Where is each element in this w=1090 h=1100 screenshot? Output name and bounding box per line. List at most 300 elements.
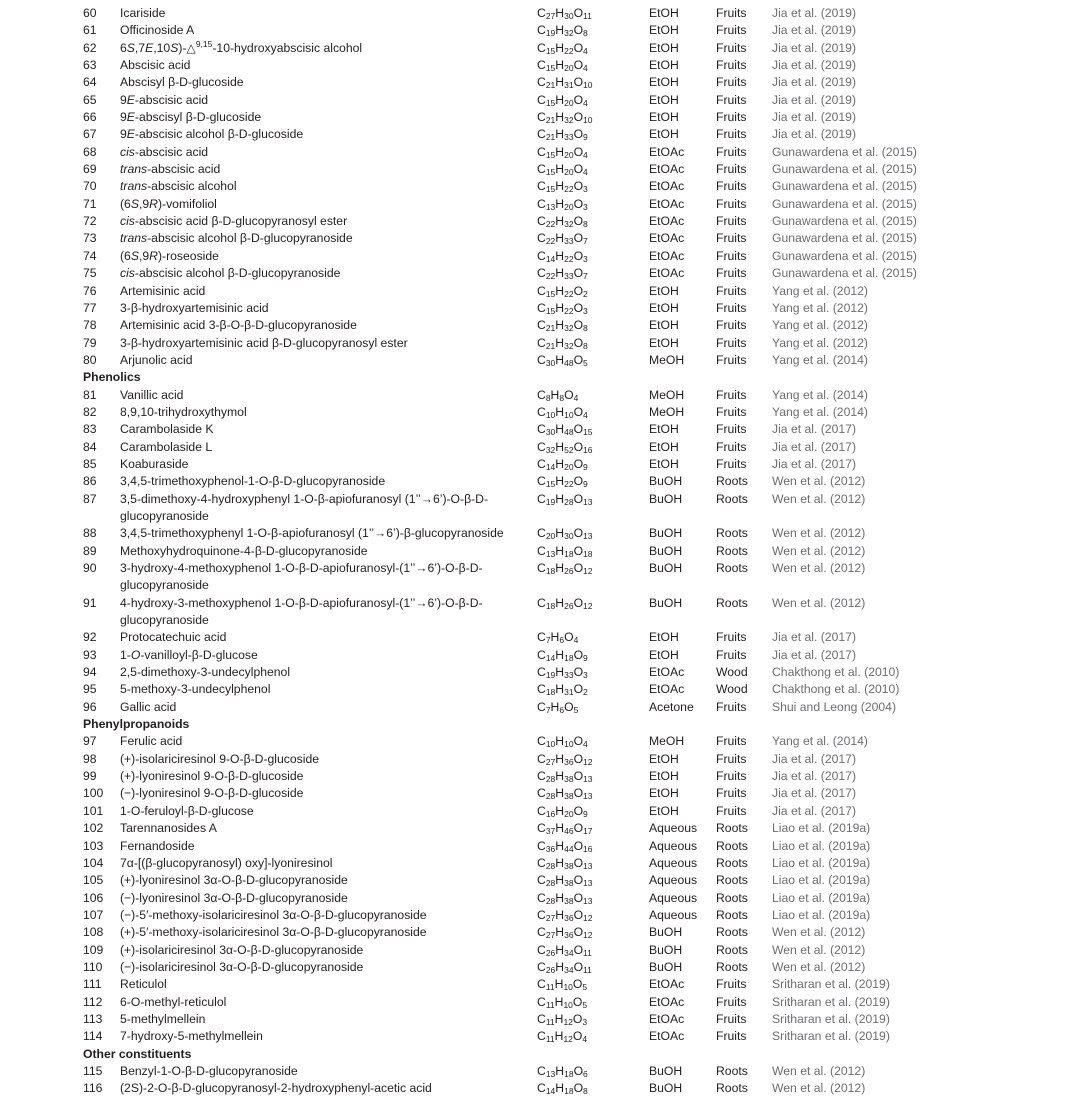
extraction-solvent: EtOAc (649, 179, 685, 194)
extraction-solvent: MeOH (649, 734, 685, 749)
compound-number: 82 (83, 404, 97, 419)
compound-name: Methoxyhydroquinone-4-β-D-glucopyranoside (120, 543, 368, 558)
extraction-solvent: EtOH (649, 300, 679, 315)
compound-name: (+)-isolariciresinol 3α-O-β-D-glucopyranoside (120, 942, 364, 957)
plant-part: Roots (716, 561, 748, 575)
molecular-formula: $C_{14}H_{20}O_9$ (537, 456, 588, 472)
compound-table (0, 5, 1090, 1098)
compound-name: trans-abscisic acid (120, 162, 221, 177)
molecular-formula: $C_{15}H_{20}O_4$ (537, 58, 588, 74)
table-row (0, 595, 1090, 630)
plant-part: Fruits (716, 40, 747, 55)
molecular-formula: $C_{28}H_{38}O_{13}$ (537, 890, 593, 906)
compound-number: 62 (83, 40, 97, 55)
compound-name: 3,5-dimethoxy-4-hydroxyphenyl 1-O-β-apiofuranosyl (1’’→6’)-O-β-D-glucopyranoside (120, 491, 489, 523)
reference: Jia et al. (2019) (772, 23, 857, 38)
reference: Yang et al. (2012) (772, 335, 868, 350)
compound-number: 90 (83, 561, 97, 575)
extraction-solvent: EtOAc (649, 665, 685, 680)
table-row (0, 213, 1090, 230)
reference: Sritharan et al. (2019) (772, 1011, 890, 1026)
compound-name: Fernandoside (120, 838, 195, 853)
molecular-formula: $C_{21}H_{31}O_{10}$ (537, 75, 593, 91)
compound-number: 83 (83, 422, 97, 437)
extraction-solvent: BuOH (649, 1081, 683, 1096)
table-row (0, 872, 1090, 889)
extraction-solvent: BuOH (649, 942, 683, 957)
reference: Wen et al. (2012) (772, 942, 866, 957)
molecular-formula: $C_{19}H_{33}O_3$ (537, 665, 588, 681)
compound-number: 77 (83, 300, 97, 315)
table-row (0, 439, 1090, 456)
table-row (0, 838, 1090, 855)
plant-part: Roots (716, 942, 748, 957)
plant-part: Fruits (716, 977, 747, 992)
extraction-solvent: EtOH (649, 75, 679, 90)
plant-part: Wood (716, 682, 748, 697)
extraction-solvent: EtOAc (649, 214, 685, 229)
compound-number: 115 (83, 1063, 103, 1078)
compound-number: 102 (83, 821, 104, 836)
section-heading (0, 716, 1090, 733)
extraction-solvent: EtOAc (649, 231, 685, 246)
molecular-formula: $C_8H_8O_4$ (537, 387, 579, 403)
molecular-formula: $C_{11}H_{10}O_5$ (537, 977, 588, 993)
reference: Jia et al. (2017) (772, 456, 857, 471)
molecular-formula: $C_7H_6O_4$ (537, 630, 579, 646)
section-title: Phenolics (83, 370, 141, 385)
extraction-solvent: BuOH (649, 474, 683, 489)
plant-part: Roots (716, 959, 748, 974)
compound-number: 91 (83, 595, 97, 610)
extraction-solvent: EtOAc (649, 682, 685, 697)
compound-number: 98 (83, 751, 97, 766)
table-row (0, 352, 1090, 369)
reference: Jia et al. (2017) (772, 803, 857, 818)
molecular-formula: $C_{14}H_{22}O_3$ (537, 248, 588, 264)
compound-name: Carambolaside L (120, 439, 213, 454)
molecular-formula: $C_{19}H_{28}O_{13}$ (537, 491, 593, 507)
compound-name: (+)-lyoniresinol 3α-O-β-D-glucopyranoside (120, 873, 348, 888)
compound-number: 111 (83, 977, 102, 992)
compound-number: 79 (83, 335, 97, 350)
compound-number: 93 (83, 647, 97, 662)
plant-part: Roots (716, 838, 748, 853)
extraction-solvent: EtOH (649, 456, 679, 471)
compound-name: cis-abscisic acid (120, 144, 209, 159)
table-row (0, 74, 1090, 91)
extraction-solvent: Aqueous (649, 907, 698, 922)
extraction-solvent: EtOAc (649, 1029, 685, 1044)
table-row (0, 733, 1090, 750)
compound-name: (+)-lyoniresinol 9-O-β-D-glucoside (120, 769, 304, 784)
plant-part: Roots (716, 890, 748, 905)
table-row (0, 942, 1090, 959)
table-row (0, 161, 1090, 178)
molecular-formula: $C_{10}H_{10}O_4$ (537, 734, 588, 750)
reference: Wen et al. (2012) (772, 543, 866, 558)
extraction-solvent: EtOAc (649, 144, 685, 159)
molecular-formula: $C_{22}H_{32}O_8$ (537, 214, 588, 230)
reference: Wen et al. (2012) (772, 491, 866, 506)
compound-name: 9E-abscisic acid (120, 92, 209, 107)
compound-name: (−)-lyoniresinol 3α-O-β-D-glucopyranoside (120, 890, 348, 905)
compound-number: 68 (83, 144, 97, 159)
reference: Sritharan et al. (2019) (772, 994, 890, 1009)
table-row (0, 525, 1090, 542)
plant-part: Fruits (716, 404, 747, 419)
molecular-formula: $C_{13}H_{18}O_6$ (537, 1063, 588, 1079)
compound-name: Abscisyl β-D-glucoside (120, 75, 244, 90)
plant-part: Fruits (716, 647, 747, 662)
table-row (0, 40, 1090, 57)
table-row (0, 109, 1090, 126)
reference: Yang et al. (2012) (772, 283, 868, 298)
compound-name: (−)-isolariciresinol 3α-O-β-D-glucopyranoside (120, 959, 364, 974)
molecular-formula: $C_{18}H_{26}O_{12}$ (537, 561, 593, 576)
extraction-solvent: BuOH (649, 595, 683, 610)
molecular-formula: $C_{16}H_{20}O_9$ (537, 803, 588, 819)
extraction-solvent: EtOH (649, 6, 679, 20)
compound-name: (+)-5′-methoxy-isolariciresinol 3α-O-β-D-glucopyranoside (120, 925, 427, 940)
molecular-formula: $C_{28}H_{38}O_{13}$ (537, 873, 593, 889)
compound-number: 63 (83, 58, 97, 73)
plant-part: Wood (716, 665, 748, 680)
molecular-formula: $C_{14}H_{18}O_9$ (537, 647, 588, 663)
extraction-solvent: EtOH (649, 58, 679, 73)
molecular-formula: $C_{13}H_{20}O_3$ (537, 196, 588, 212)
compound-number: 87 (83, 491, 97, 506)
molecular-formula: $C_{18}H_{31}O_2$ (537, 682, 588, 698)
reference: Yang et al. (2014) (772, 734, 868, 749)
plant-part: Fruits (716, 335, 747, 350)
compound-number: 78 (83, 318, 97, 333)
reference: Gunawardena et al. (2015) (772, 214, 917, 229)
reference: Gunawardena et al. (2015) (772, 231, 917, 246)
table-row (0, 751, 1090, 768)
compound-number: 81 (83, 387, 97, 402)
table-row (0, 248, 1090, 265)
molecular-formula: $C_{15}H_{22}O_2$ (537, 283, 588, 299)
compound-number: 97 (83, 734, 97, 749)
reference: Liao et al. (2019a) (772, 890, 871, 905)
extraction-solvent: EtOH (649, 40, 679, 55)
compound-number: 71 (83, 196, 97, 211)
reference: Liao et al. (2019a) (772, 873, 871, 888)
table-row (0, 681, 1090, 698)
compound-name: (+)-isolariciresinol 9-O-β-D-glucoside (120, 751, 320, 766)
molecular-formula: $C_{26}H_{34}O_{11}$ (537, 942, 592, 958)
molecular-formula: $C_{15}H_{20}O_4$ (537, 92, 588, 108)
compound-number: 104 (83, 855, 104, 870)
extraction-solvent: EtOAc (649, 248, 685, 263)
table-row (0, 924, 1090, 941)
molecular-formula: $C_{15}H_{20}O_4$ (537, 144, 588, 160)
reference: Wen et al. (2012) (772, 959, 866, 974)
plant-part: Roots (716, 474, 748, 489)
plant-part: Roots (716, 925, 748, 940)
plant-part: Fruits (716, 58, 747, 73)
extraction-solvent: EtOH (649, 23, 679, 38)
compound-number: 92 (83, 630, 97, 645)
table-row (0, 820, 1090, 837)
compound-number: 88 (83, 526, 97, 541)
molecular-formula: $C_{11}H_{10}O_5$ (537, 994, 588, 1010)
compound-name: Vanillic acid (120, 387, 184, 402)
plant-part: Fruits (716, 196, 747, 211)
table-row (0, 196, 1090, 213)
table-row (0, 976, 1090, 993)
reference: Jia et al. (2019) (772, 6, 857, 20)
table-row (0, 543, 1090, 560)
extraction-solvent: EtOH (649, 318, 679, 333)
molecular-formula: $C_{11}H_{12}O_3$ (537, 1011, 588, 1027)
molecular-formula: $C_{26}H_{34}O_{11}$ (537, 959, 592, 975)
reference: Jia et al. (2019) (772, 92, 857, 107)
compound-name: 5-methoxy-3-undecylphenol (120, 682, 271, 697)
plant-part: Fruits (716, 699, 747, 714)
plant-part: Roots (716, 855, 748, 870)
table-row (0, 473, 1090, 490)
molecular-formula: $C_{22}H_{33}O_7$ (537, 266, 588, 282)
table-row (0, 92, 1090, 109)
table-row (0, 421, 1090, 438)
extraction-solvent: Aqueous (649, 890, 698, 905)
compound-name: 9E-abscisyl β-D-glucoside (120, 110, 262, 125)
compound-name: 3,4,5-trimethoxyphenyl 1-O-β-apiofuranosyl (1’’→6’)-β-glucopyranoside (120, 526, 504, 541)
plant-part: Fruits (716, 1011, 747, 1026)
compound-number: 86 (83, 474, 97, 489)
plant-part: Fruits (716, 110, 747, 125)
reference: Yang et al. (2014) (772, 387, 868, 402)
extraction-solvent: EtOH (649, 630, 679, 645)
compound-number: 106 (83, 890, 104, 905)
compound-name: 4-hydroxy-3-methoxyphenol 1-O-β-D-apiofuranosyl-(1’’→6’)-O-β-D-glucopyranoside (120, 595, 483, 628)
plant-part: Fruits (716, 127, 747, 142)
compound-number: 112 (83, 994, 103, 1009)
table-row (0, 629, 1090, 646)
compound-number: 80 (83, 352, 97, 367)
table-row (0, 283, 1090, 300)
molecular-formula: $C_{32}H_{52}O_{16}$ (537, 439, 593, 455)
table-row (0, 57, 1090, 74)
table-row (0, 1028, 1090, 1045)
compound-number: 75 (83, 266, 97, 281)
plant-part: Roots (716, 526, 748, 541)
extraction-solvent: EtOH (649, 283, 679, 298)
extraction-solvent: Aqueous (649, 838, 698, 853)
extraction-solvent: MeOH (649, 352, 685, 367)
compound-name: 5-methylmellein (120, 1011, 206, 1026)
compound-name: Gallic acid (120, 699, 177, 714)
reference: Wen et al. (2012) (772, 595, 866, 610)
compound-name: Tarennanosides A (120, 821, 217, 836)
table-row (0, 907, 1090, 924)
table-row (0, 1080, 1090, 1097)
reference: Jia et al. (2017) (772, 630, 857, 645)
extraction-solvent: BuOH (649, 526, 683, 541)
molecular-formula: $C_{13}H_{18}O_{18}$ (537, 543, 593, 559)
reference: Chakthong et al. (2010) (772, 665, 900, 680)
table-row (0, 699, 1090, 716)
plant-part: Fruits (716, 162, 747, 177)
plant-part: Fruits (716, 786, 747, 801)
reference: Jia et al. (2019) (772, 58, 857, 73)
plant-part: Fruits (716, 734, 747, 749)
extraction-solvent: Aqueous (649, 821, 698, 836)
compound-number: 73 (83, 231, 97, 246)
compound-name: Protocatechuic acid (120, 630, 227, 645)
molecular-formula: $C_{27}H_{36}O_{12}$ (537, 751, 593, 767)
molecular-formula: $C_{18}H_{26}O_{12}$ (537, 595, 593, 611)
compound-number: 103 (83, 838, 104, 853)
compound-number: 95 (83, 682, 97, 697)
extraction-solvent: BuOH (649, 1063, 683, 1078)
molecular-formula: $C_{37}H_{46}O_{17}$ (537, 821, 593, 837)
plant-part: Roots (716, 821, 748, 836)
reference: Jia et al. (2019) (772, 110, 857, 125)
reference: Gunawardena et al. (2015) (772, 248, 917, 263)
extraction-solvent: BuOH (649, 491, 683, 506)
molecular-formula: $C_7H_6O_5$ (537, 699, 579, 715)
extraction-solvent: EtOH (649, 422, 679, 437)
plant-part: Fruits (716, 769, 747, 784)
molecular-formula: $C_{28}H_{38}O_{13}$ (537, 855, 593, 871)
plant-part: Fruits (716, 387, 747, 402)
compound-name: 8,9,10-trihydroxythymol (120, 404, 247, 419)
extraction-solvent: EtOAc (649, 266, 685, 281)
table-row (0, 317, 1090, 334)
extraction-solvent: EtOH (649, 647, 679, 662)
reference: Jia et al. (2017) (772, 769, 857, 784)
plant-part: Fruits (716, 352, 747, 367)
compound-number: 69 (83, 162, 97, 177)
reference: Gunawardena et al. (2015) (772, 179, 917, 194)
table-row (0, 230, 1090, 247)
molecular-formula: $C_{10}H_{10}O_4$ (537, 404, 588, 420)
plant-part: Fruits (716, 751, 747, 766)
compound-name: 3,4,5-trimethoxyphenol-1-O-β-D-glucopyranoside (120, 474, 386, 489)
compound-name: trans-abscisic alcohol (120, 179, 237, 194)
compound-number: 107 (83, 907, 104, 922)
reference: Jia et al. (2017) (772, 647, 857, 662)
compound-name: 1-O-vanilloyl-β-D-glucose (120, 647, 258, 662)
extraction-solvent: BuOH (649, 959, 683, 974)
reference: Wen et al. (2012) (772, 561, 866, 575)
table-row (0, 890, 1090, 907)
compound-number: 60 (83, 6, 97, 20)
molecular-formula: $C_{21}H_{32}O_8$ (537, 318, 588, 334)
section-title: Other constituents (83, 1046, 192, 1061)
plant-part: Fruits (716, 1029, 747, 1044)
compound-name: 2,5-dimethoxy-3-undecylphenol (120, 665, 291, 680)
compound-number: 96 (83, 699, 97, 714)
table-row (0, 456, 1090, 473)
plant-part: Roots (716, 1063, 748, 1078)
compound-name: cis-abscisic alcohol β-D-glucopyranoside (120, 266, 341, 281)
reference: Yang et al. (2014) (772, 352, 868, 367)
compound-number: 64 (83, 75, 97, 90)
extraction-solvent: EtOH (649, 786, 679, 801)
molecular-formula: $C_{36}H_{44}O_{16}$ (537, 838, 593, 854)
compound-number: 65 (83, 92, 97, 107)
extraction-solvent: EtOH (649, 110, 679, 125)
compound-number: 76 (83, 283, 97, 298)
molecular-formula: $C_{27}H_{36}O_{12}$ (537, 925, 593, 941)
table-row (0, 387, 1090, 404)
table-row (0, 404, 1090, 421)
extraction-solvent: BuOH (649, 925, 683, 940)
table-row (0, 803, 1090, 820)
compound-name: 3-β-hydroxyartemisinic acid (120, 300, 269, 315)
plant-part: Roots (716, 907, 748, 922)
extraction-solvent: EtOAc (649, 196, 685, 211)
reference: Wen et al. (2012) (772, 1081, 866, 1096)
molecular-formula: $C_{21}H_{33}O_9$ (537, 127, 588, 143)
plant-part: Fruits (716, 318, 747, 333)
compound-number: 99 (83, 769, 97, 784)
table-row (0, 178, 1090, 195)
compound-number: 66 (83, 110, 97, 125)
compound-name: Artemisinic acid 3-β-O-β-D-glucopyranoside (120, 318, 357, 333)
compound-number: 84 (83, 439, 97, 454)
extraction-solvent: EtOH (649, 92, 679, 107)
molecular-formula: $C_{19}H_{32}O_8$ (537, 23, 588, 39)
molecular-formula: $C_{27}H_{30}O_{11}$ (537, 6, 592, 21)
plant-part: Fruits (716, 439, 747, 454)
reference: Shui and Leong (2004) (772, 699, 897, 714)
compound-number: 89 (83, 543, 97, 558)
compound-name: trans-abscisic alcohol β-D-glucopyranoside (120, 231, 353, 246)
reference: Jia et al. (2019) (772, 127, 857, 142)
molecular-formula: $C_{27}H_{36}O_{12}$ (537, 907, 593, 923)
reference: Jia et al. (2019) (772, 40, 857, 55)
reference: Chakthong et al. (2010) (772, 682, 900, 697)
compound-name: Reticulol (120, 977, 167, 992)
plant-part: Roots (716, 873, 748, 888)
compound-number: 74 (83, 248, 97, 263)
plant-part: Fruits (716, 803, 747, 818)
extraction-solvent: BuOH (649, 561, 683, 575)
compound-name: cis-abscisic acid β-D-glucopyranosyl ester (120, 214, 348, 229)
reference: Yang et al. (2014) (772, 404, 868, 419)
extraction-solvent: EtOH (649, 335, 679, 350)
compound-number: 101 (83, 803, 104, 818)
compound-number: 113 (83, 1011, 103, 1026)
molecular-formula: $C_{30}H_{48}O_5$ (537, 352, 588, 368)
extraction-solvent: EtOAc (649, 994, 685, 1009)
compound-number: 94 (83, 665, 97, 680)
reference: Wen et al. (2012) (772, 526, 866, 541)
compound-number: 114 (83, 1029, 103, 1044)
reference: Liao et al. (2019a) (772, 855, 871, 870)
molecular-formula: $C_{28}H_{38}O_{13}$ (537, 769, 593, 785)
plant-part: Fruits (716, 23, 747, 38)
compound-number: 105 (83, 873, 104, 888)
molecular-formula: $C_{15}H_{22}O_3$ (537, 179, 588, 195)
plant-part: Fruits (716, 144, 747, 159)
reference: Yang et al. (2012) (772, 300, 868, 315)
plant-part: Fruits (716, 456, 747, 471)
reference: Jia et al. (2017) (772, 751, 857, 766)
extraction-solvent: EtOH (649, 439, 679, 454)
molecular-formula: $C_{11}H_{12}O_4$ (537, 1029, 588, 1045)
compound-name: Arjunolic acid (120, 352, 193, 367)
molecular-formula: $C_{21}H_{32}O_8$ (537, 335, 588, 351)
table-row (0, 300, 1090, 317)
compound-name: (2S)-2-O-β-D-glucopyranosyl-2-hydroxyphenyl-acetic acid (120, 1081, 432, 1096)
section-heading (0, 1046, 1090, 1063)
